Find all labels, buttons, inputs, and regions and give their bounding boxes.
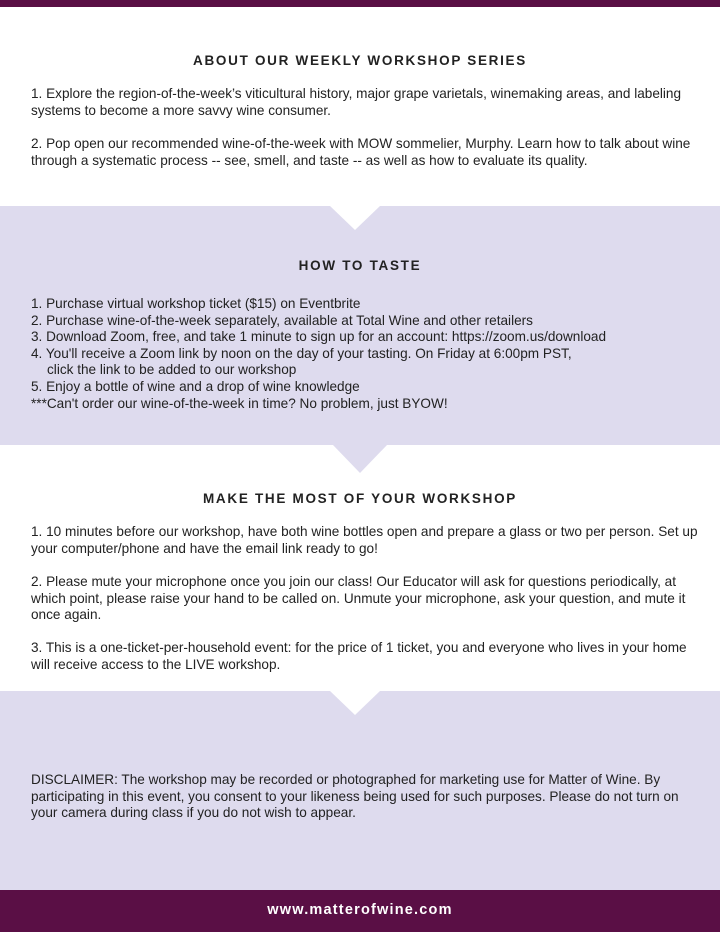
make-most-paragraph-2: 2. Please mute your microphone once you join our class! Our Educator will ask for questions periodically, at which point, please raise your hand to be called on. Unmute your microphone, ask your question, and mute it once again. [31,574,686,623]
section-divider-arrow [333,445,387,473]
make-most-heading: MAKE THE MOST OF YOUR WORKSHOP [202,491,517,506]
step-3: 3. Download Zoom, free, and take 1 minute to sign up for an account: https://zoom.us/download [31,329,607,345]
step-5: 5. Enjoy a bottle of wine and a drop of wine knowledge [31,378,360,394]
section-divider-arrow [330,206,380,230]
step-4-line-1: 4. You'll receive a Zoom link by noon on the day of your tasting. On Friday at 6:00pm PST, [31,345,572,361]
disclaimer-text: DISCLAIMER: The workshop may be recorded or photographed for marketing use for Matter of Wine. By participating in this event, you consent to your likeness being used for such purposes. Please do not turn on your camera during class if you do not wish to appear. [31,772,679,821]
make-most-paragraph-3: 3. This is a one-ticket-per-household event: for the price of 1 ticket, you and everyone who lives in your home will receive access to the LIVE workshop. [31,640,687,672]
how-to-taste-heading: HOW TO TASTE [298,258,422,273]
about-heading: ABOUT OUR WEEKLY WORKSHOP SERIES [193,53,527,68]
how-to-taste-steps [31,296,711,412]
footer-bar [0,890,720,932]
about-paragraph-2: 2. Pop open our recommended wine-of-the-week with MOW sommelier, Murphy. Learn how to talk about wine through a systematic process -- see, smell, and taste -- as well as how to evaluate its quality. [31,136,691,168]
step-2: 2. Purchase wine-of-the-week separately, available at Total Wine and other retailers [31,312,533,328]
top-brand-bar [0,0,720,7]
step-4 [31,346,711,379]
section-divider-arrow [330,691,380,715]
byow-note: ***Can't order our wine-of-the-week in time? No problem, just BYOW! [31,395,448,411]
about-paragraph-1: 1. Explore the region-of-the-week’s viticultural history, major grape varietals, winemaking areas, and labeling systems to become a more savvy wine consumer. [31,86,682,118]
step-1: 1. Purchase virtual workshop ticket ($15) on Eventbrite [31,296,361,311]
website-link[interactable]: www.matterofwine.com [267,902,453,918]
make-most-paragraph-1: 1. 10 minutes before our workshop, have both wine bottles open and prepare a glass or two per person. Set up your computer/phone and have the email link ready to go! [31,524,698,556]
step-4-line-2: click the link to be added to our workshop [47,362,297,378]
